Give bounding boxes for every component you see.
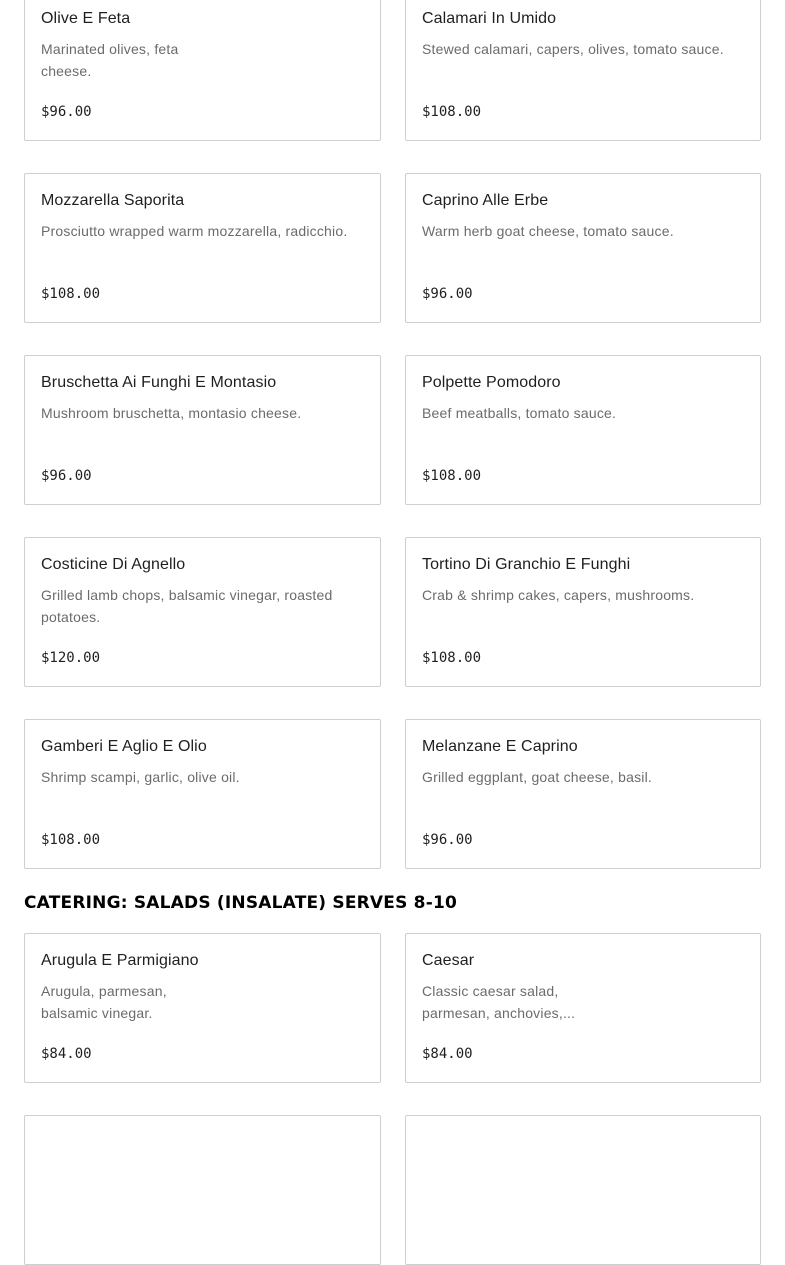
item-description: Crab & shrimp cakes, capers, mushrooms. [422,587,695,603]
item-description: Beef meatballs, tomato sauce. [422,405,617,421]
item-description: Marinated olives, feta cheese. [41,41,179,79]
menu-item-card[interactable] [24,719,381,869]
menu-item-card[interactable] [405,1115,761,1265]
menu-item-card[interactable] [405,933,761,1083]
menu-item-card[interactable] [24,1115,381,1265]
item-description: Shrimp scampi, garlic, olive oil. [41,769,240,785]
menu-item-card[interactable] [405,355,761,505]
item-name: Polpette Pomodoro [422,374,561,391]
item-price: $108.00 [41,832,101,848]
menu-item-card[interactable] [405,173,761,323]
item-price: $108.00 [422,104,482,120]
item-description: Warm herb goat cheese, tomato sauce. [422,223,674,239]
item-name: Tortino Di Granchio E Funghi [422,556,631,573]
item-description: Prosciutto wrapped warm mozzarella, radicchio. [41,223,348,239]
menu-item-card[interactable] [24,173,381,323]
item-price: $84.00 [41,1046,92,1062]
salads-grid [24,933,761,1265]
item-price: $120.00 [41,650,101,666]
menu-item-card[interactable] [24,537,381,687]
item-name: Arugula E Parmigiano [41,952,199,969]
item-description: Mushroom bruschetta, montasio cheese. [41,405,302,421]
item-name: Melanzane E Caprino [422,738,578,755]
section-heading-salads: CATERING: SALADS (INSALATE) SERVES 8-10 [24,893,458,913]
item-price: $84.00 [422,1046,473,1062]
item-price: $108.00 [41,286,101,302]
item-description: Stewed calamari, capers, olives, tomato sauce. [422,41,724,57]
item-name: Calamari In Umido [422,10,557,27]
item-name: Costicine Di Agnello [41,556,186,573]
item-price: $108.00 [422,468,482,484]
item-description: Classic caesar salad, parmesan, anchovies,... [422,983,576,1021]
item-name: Mozzarella Saporita [41,192,185,209]
item-name: Olive E Feta [41,10,131,27]
item-name: Caprino Alle Erbe [422,192,549,209]
item-description: Grilled eggplant, goat cheese, basil. [422,769,652,785]
item-name: Bruschetta Ai Funghi E Montasio [41,374,277,391]
item-price: $96.00 [422,832,473,848]
menu-item-card[interactable] [405,719,761,869]
item-name: Gamberi E Aglio E Olio [41,738,207,755]
item-price: $96.00 [41,468,92,484]
item-name: Caesar [422,952,475,969]
menu-item-card[interactable] [24,355,381,505]
menu-item-card[interactable] [405,0,761,141]
item-price: $96.00 [41,104,92,120]
menu-item-card[interactable] [24,933,381,1083]
menu-item-card[interactable] [405,537,761,687]
appetizers-grid [24,0,761,869]
item-description: Arugula, parmesan, balsamic vinegar. [41,983,167,1021]
item-price: $96.00 [422,286,473,302]
item-description: Grilled lamb chops, balsamic vinegar, roasted potatoes. [41,587,333,625]
menu-item-card[interactable] [24,0,381,141]
item-price: $108.00 [422,650,482,666]
